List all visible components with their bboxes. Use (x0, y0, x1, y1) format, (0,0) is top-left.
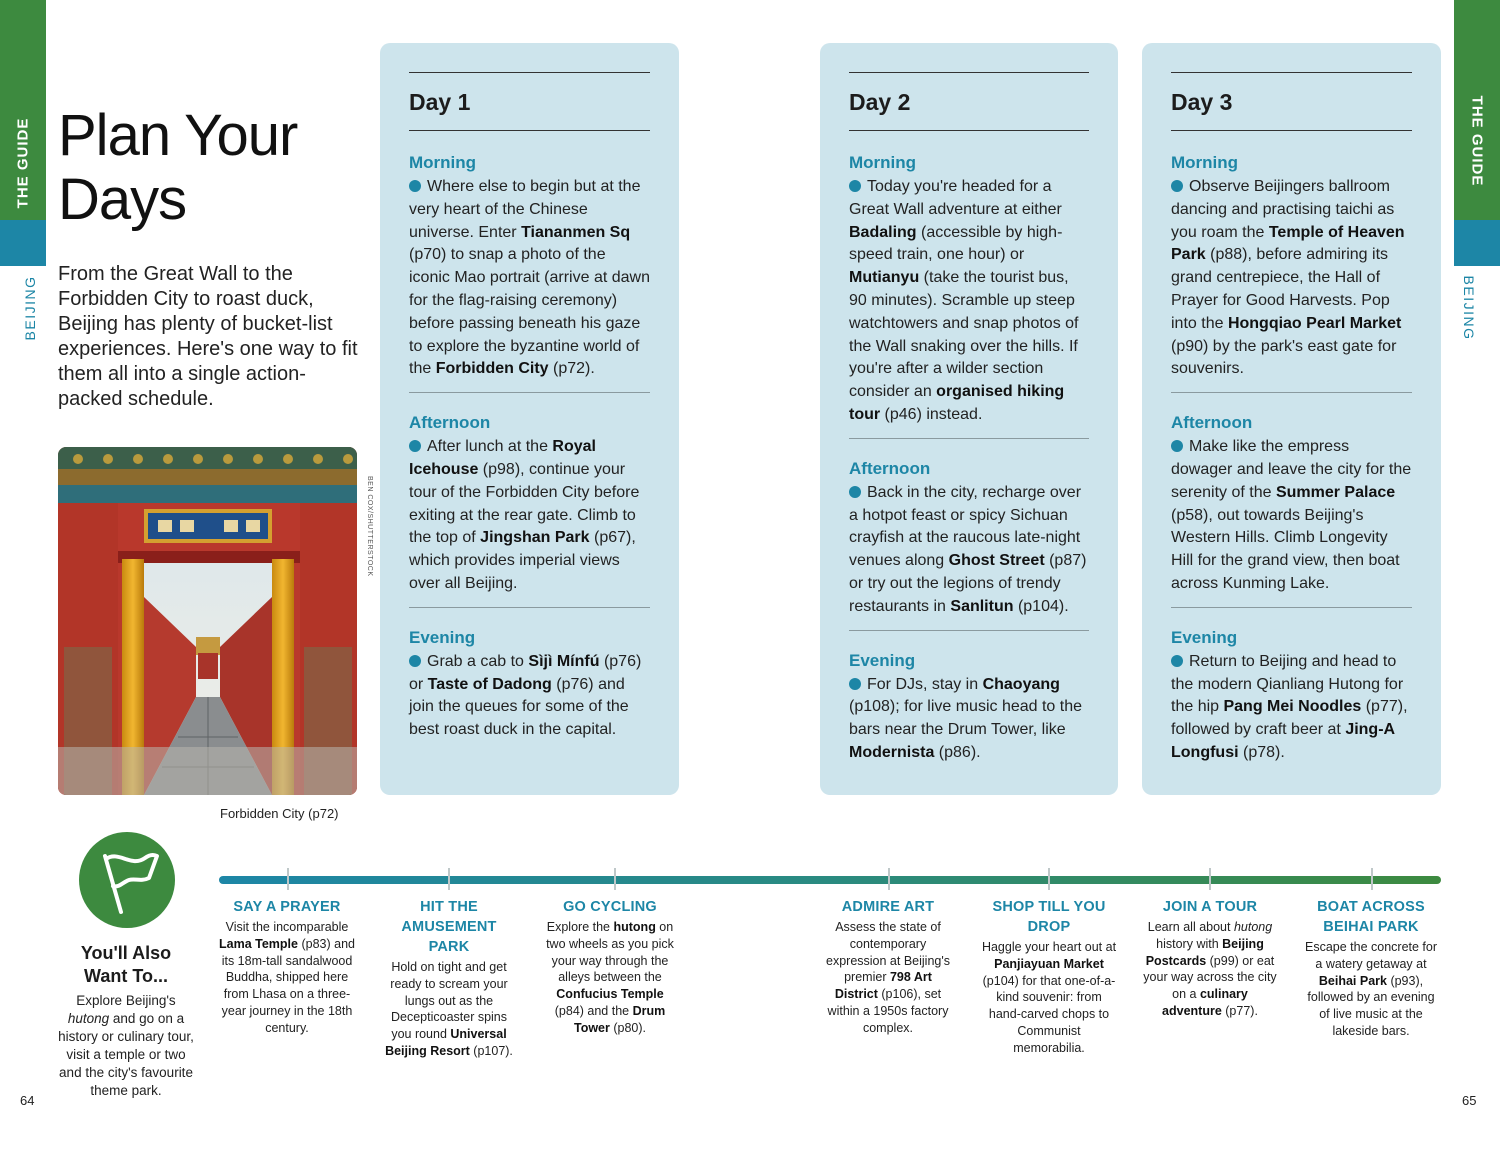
timeline-item-text: Haggle your heart out at Panjiayuan Market (p104) for that one-of-a-kind souvenir: from hand-carved chops to Communist memorabilia. (981, 940, 1117, 1055)
timeline-tick (448, 868, 450, 890)
period-text-afternoon: After lunch at the Royal Icehouse (p98), continue your tour of the Forbidden City before exiting at the rear gate. Climb to the top of Jingshan Park (p67), which provides imperial views over all Beijing. (409, 438, 640, 592)
bullet-dot-icon (849, 486, 861, 498)
bullet-dot-icon (849, 180, 861, 192)
period-text-evening: Grab a cab to Sìjì Mínfú (p76) or Taste of Dadong (p76) and join the queues for some of the best roast duck in the capital. (409, 652, 642, 739)
title-line-2: Days (58, 167, 187, 232)
divider (1171, 130, 1412, 131)
timeline-item-text: Assess the state of contemporary expression at Beijing's premier 798 Art District (p106), set within a 1950s factory complex. (826, 920, 950, 1035)
period-text-evening: Return to Beijing and head to the modern Qianliang Hutong for the hip Pang Mei Noodles (p77), followed by craft beer at Jing-A Longfusi (p78). (1171, 652, 1408, 761)
timeline-tick (1048, 868, 1050, 890)
timeline-item-title: GO CYCLING (563, 899, 657, 915)
right-side-tab (1454, 0, 1500, 266)
city-label-left: BEIJING (22, 275, 38, 341)
period-label-evening: Evening (409, 627, 476, 647)
flag-badge (79, 832, 175, 928)
section-divider (1171, 392, 1412, 393)
timeline-item-title: HIT THE AMUSEMENT PARK (401, 899, 497, 955)
timeline-tick (287, 868, 289, 890)
period-label-evening: Evening (1171, 627, 1238, 647)
section-divider (1171, 607, 1412, 608)
bullet-dot-icon (1171, 180, 1183, 192)
city-label-right: BEIJING (1461, 275, 1477, 341)
tab-accent (1454, 220, 1500, 266)
title-line-1: Plan Your (58, 103, 298, 168)
timeline-bar (219, 876, 1441, 884)
timeline-item (1302, 897, 1440, 1040)
day-title: Day 3 (1171, 89, 1233, 115)
timeline-item (821, 897, 955, 1037)
also-title: You'll Also Want To... (80, 943, 172, 986)
guide-tab (0, 0, 46, 220)
guide-tab-label: THE GUIDE (1468, 95, 1486, 187)
timeline-item (980, 897, 1118, 1057)
period-label-evening: Evening (849, 650, 916, 670)
section-divider (849, 630, 1089, 631)
bullet-dot-icon (849, 678, 861, 690)
period-text-morning: Today you're headed for a Great Wall adventure at either Badaling (accessible by high-speed train, one hour) or Mutianyu (take the tourist bus, 90 minutes). Scramble up steep watchtowers and snap photos of the Wall snaking over the hills. If you're after a wilder section consider an organised hiking tour (p46) instead. (849, 178, 1079, 423)
timeline-tick (1371, 868, 1373, 890)
guide-tab (1454, 0, 1500, 220)
page-number-right: 65 (1462, 1093, 1477, 1108)
divider (849, 130, 1089, 131)
photo-caption: Forbidden City (p72) (220, 806, 339, 821)
period-label-afternoon: Afternoon (409, 413, 491, 433)
timeline-item-text: Visit the incomparable Lama Temple (p83) and its 18m-tall sandalwood Buddha, shipped here from Lhasa on a three-year journey in the 18th century. (219, 920, 355, 1035)
bullet-dot-icon (1171, 655, 1183, 667)
period-label-morning: Morning (849, 153, 917, 172)
photo-credit: BEN COX/SHUTTERSTOCK (366, 476, 373, 577)
period-text-evening: For DJs, stay in Chaoyang (p108); for live music head to the bars near the Drum Tower, like Modernista (p86). (849, 675, 1083, 761)
tab-accent (0, 220, 46, 266)
divider (409, 130, 650, 131)
timeline-item (543, 897, 677, 1037)
timeline-item (382, 897, 516, 1060)
day-card-1 (380, 43, 679, 795)
period-text-afternoon: Make like the empress dowager and leave the city for the serenity of the Summer Palace (p58), out towards Beijing's Western Hills. Climb Longevity Hill for the grand view, then boat across Kunming Lake. (1171, 438, 1412, 592)
page-number-left: 64 (20, 1093, 35, 1108)
period-text-morning: Where else to begin but at the very heart of the Chinese universe. Enter Tiananmen Sq (p70) to snap a photo of the iconic Mao portrait (arrive at dawn for the flag-raising ceremony) before passing beneath his gaze to explore the byzantine world of the Forbidden City (p72). (409, 178, 650, 378)
timeline-item-title: JOIN A TOUR (1162, 899, 1258, 915)
guide-tab-label: THE GUIDE (14, 117, 32, 209)
day-card-2 (820, 43, 1118, 795)
bullet-dot-icon (409, 655, 421, 667)
timeline-tick (888, 868, 890, 890)
period-label-morning: Morning (1171, 153, 1239, 172)
timeline-item-title: BOAT ACROSS BEIHAI PARK (1317, 899, 1425, 935)
left-side-tab (0, 0, 46, 266)
timeline-tick (614, 868, 616, 890)
timeline-item (216, 897, 358, 1037)
timeline-item-text: Hold on tight and get ready to scream your lungs out as the Decepticoaster spins you round Universal Beijing Resort (p107). (385, 960, 513, 1058)
period-label-afternoon: Afternoon (1171, 413, 1253, 433)
section-divider (849, 438, 1089, 439)
day-card-3 (1142, 43, 1441, 795)
section-divider (409, 607, 650, 608)
timeline-item-title: ADMIRE ART (841, 899, 935, 915)
day-title: Day 1 (409, 89, 471, 115)
period-label-afternoon: Afternoon (849, 458, 931, 478)
timeline-item-text: Learn all about hutong history with Beijing Postcards (p99) or eat your way across the city on a culinary adventure (p77). (1143, 920, 1277, 1018)
forbidden-city-photo (58, 447, 357, 795)
timeline-tick (1209, 868, 1211, 890)
period-text-morning: Observe Beijingers ballroom dancing and practising taichi as you roam the Temple of Heaven Park (p88), before admiring its grand centrepiece, the Hall of Prayer for Good Harvests. Pop into the Hongqiao Pearl Market (p90) by the park's east gate for souvenirs. (1171, 178, 1405, 378)
timeline-item (1142, 897, 1278, 1020)
timeline-item-title: SAY A PRAYER (233, 899, 341, 915)
bullet-dot-icon (409, 180, 421, 192)
intro-text: From the Great Wall to the Forbidden City to roast duck, Beijing has plenty of bucket-list experiences. Here's one way to fit them all into a single action-packed schedule. (58, 263, 358, 410)
timeline-item-text: Explore the hutong on two wheels as you pick your way through the alleys between the Confucius Temple (p84) and the Drum Tower (p80). (546, 920, 674, 1035)
section-divider (409, 392, 650, 393)
timeline-item-title: SHOP TILL YOU DROP (992, 899, 1106, 935)
page-title (58, 104, 297, 232)
bullet-dot-icon (409, 440, 421, 452)
period-label-morning: Morning (409, 153, 477, 172)
bullet-dot-icon (1171, 440, 1183, 452)
day-title: Day 2 (849, 89, 911, 115)
period-text-afternoon: Back in the city, recharge over a hotpot feast or spicy Sichuan crayfish at the raucous late-night venues along Ghost Street (p87) or try out the legions of trendy restaurants in Sanlitun (p104). (849, 483, 1087, 615)
also-text: Explore Beijing's hutong and go on a history or culinary tour, visit a temple or two and the city's favourite theme park. (58, 993, 194, 1098)
flag-icon (79, 832, 175, 928)
timeline-item-text: Escape the concrete for a watery getaway at Beihai Park (p93), followed by an evening of live music at the lakeside bars. (1304, 940, 1438, 1038)
